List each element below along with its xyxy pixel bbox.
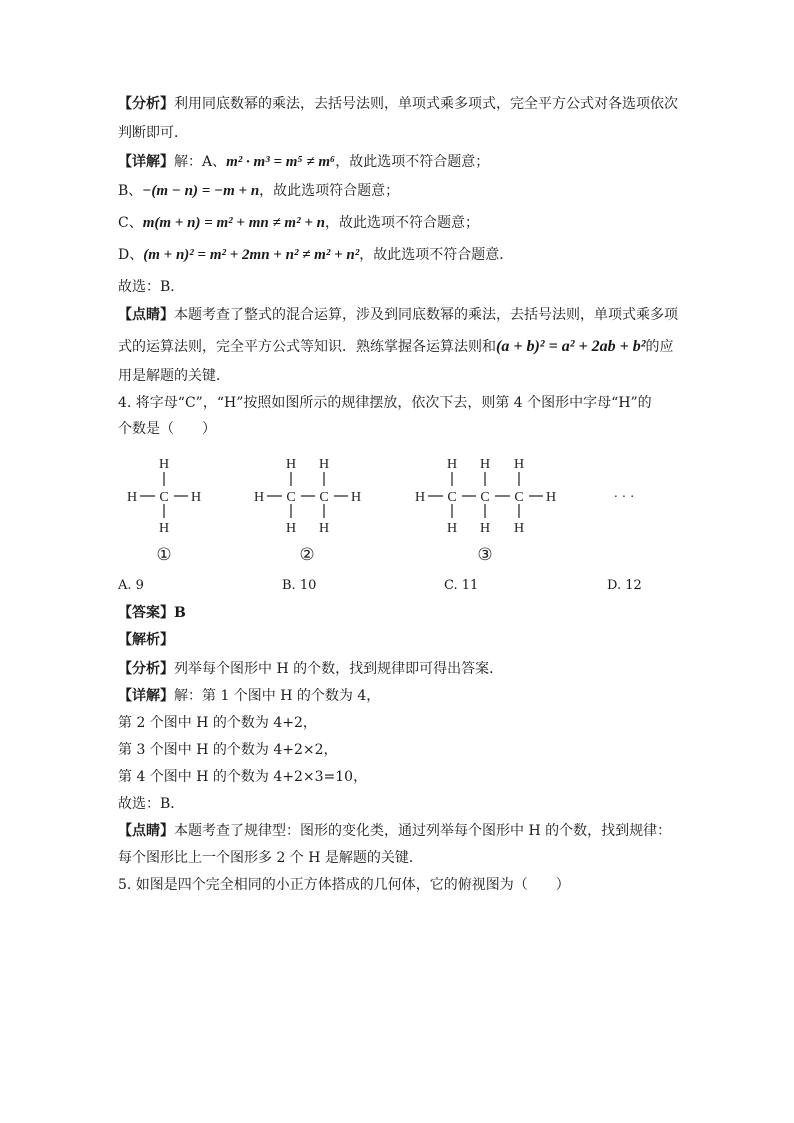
detail-tag: 【详解】 <box>118 154 174 170</box>
c-atom: C <box>514 490 524 505</box>
q4-comment-line-2: 每个图形比上一个图形多 2 个 H 是解题的关键． <box>118 850 423 866</box>
h-atom: H <box>545 490 557 505</box>
c-atom: C <box>319 490 329 505</box>
h-atom: H <box>350 490 362 505</box>
h-atom: H <box>513 521 525 536</box>
comment-text: 本题考查了规律型：图形的变化类，通过列举每个图形中 H 的个数，找到规律： <box>174 823 672 839</box>
figure-labels <box>156 545 492 565</box>
h-atom: H <box>318 457 330 472</box>
h-atom: H <box>446 457 458 472</box>
comment-text: 本题考查了整式的混合运算，涉及到同底数幂的乘法，去括号法则，单项式乘多项 <box>174 307 678 323</box>
detail-text: 解：第 1 个图中 H 的个数为 4， <box>174 688 381 704</box>
q4-detail-4: 第 4 个图中 H 的个数为 4+2×3=10， <box>118 769 368 785</box>
detail-c-prefix: C、 <box>118 215 143 231</box>
detail-c-suffix: ，故此选项不符合题意； <box>325 215 479 231</box>
q4-answer: 【答案】B <box>118 605 186 621</box>
detail-tag: 【详解】 <box>118 688 174 704</box>
q3-analysis-line-1 <box>118 95 678 113</box>
choice-a: A. 9 <box>118 578 144 593</box>
h-atom: H <box>513 457 525 472</box>
h-atom: H <box>190 490 202 505</box>
detail-a-formula: m² · m³ = m⁵ ≠ m⁶ <box>226 154 336 170</box>
q4-detail-3: 第 3 个图中 H 的个数为 4+2×2， <box>118 742 338 758</box>
hydrocarbon-figure <box>110 450 670 570</box>
detail-b-suffix: ，故此选项符合题意； <box>259 183 400 199</box>
detail-c-formula: m(m + n) = m² + mn ≠ m² + n <box>142 215 325 231</box>
q3-analysis-line-2: 判断即可． <box>118 125 188 141</box>
comment-tag: 【点睛】 <box>118 307 174 323</box>
q4-analysis <box>118 660 503 678</box>
atoms <box>127 457 635 536</box>
h-atom: H <box>414 490 426 505</box>
c-atom: C <box>286 490 296 505</box>
analysis-tag: 【分析】 <box>118 661 174 677</box>
q3-comment-line-1 <box>118 306 678 324</box>
q4-explain-tag: 【解析】 <box>118 632 174 648</box>
q3-detail-c <box>118 214 479 232</box>
q3-detail-a <box>118 153 489 171</box>
analysis-tag: 【分析】 <box>118 96 174 112</box>
q3-comment-line-3: 用是解题的关键． <box>118 368 230 384</box>
h-atom: H <box>285 457 297 472</box>
ellipsis: · · · <box>613 490 635 505</box>
h-atom: H <box>479 521 491 536</box>
h-atom: H <box>318 521 330 536</box>
q4-stem-line-2: 个数是（ ） <box>118 421 216 437</box>
q3-detail-d <box>118 246 513 264</box>
detail-a-prefix: 解：A、 <box>174 154 227 170</box>
comment-2-suffix: 的应 <box>645 339 674 355</box>
h-atom: H <box>126 490 138 505</box>
q3-choose: 故选：B． <box>118 279 185 295</box>
figure-label-2: ② <box>299 545 315 565</box>
q3-comment-line-2 <box>118 338 674 356</box>
detail-b-prefix: B、 <box>118 183 143 199</box>
c-atom: C <box>480 490 490 505</box>
q4-detail-2: 第 2 个图中 H 的个数为 4+2， <box>118 715 317 731</box>
choice-d: D. 12 <box>607 578 642 593</box>
h-atom: H <box>446 521 458 536</box>
c-atom: C <box>447 490 457 505</box>
detail-d-suffix: ，故此选项不符合题意． <box>359 247 514 263</box>
figure-label-3: ③ <box>477 545 493 565</box>
q4-choose: 故选：B． <box>118 796 185 812</box>
detail-d-prefix: D、 <box>118 247 144 263</box>
detail-b-formula: −(m − n) = −m + n <box>142 183 260 199</box>
q4-stem-line-1: 4. 将字母“C”，“H”按照如图所示的规律摆放，依次下去，则第 4 个图形中字母“H”的 <box>118 395 652 411</box>
h-atom: H <box>253 490 265 505</box>
q4-comment-line-1 <box>118 822 671 840</box>
comment-2-prefix: 式的运算法则，完全平方公式等知识．熟练掌握各运算法则和 <box>118 339 496 355</box>
q3-detail-b <box>118 182 399 200</box>
comment-formula: (a + b)² = a² + 2ab + b² <box>496 338 646 355</box>
h-atom: H <box>285 521 297 536</box>
h-atom: H <box>479 457 491 472</box>
detail-a-suffix: ，故此选项不符合题意； <box>335 154 490 170</box>
analysis-text: 利用同底数幂的乘法，去括号法则，单项式乘多项式，完全平方公式对各选项依次 <box>174 96 678 112</box>
detail-d-formula: (m + n)² = m² + 2mn + n² ≠ m² + n² <box>143 247 360 263</box>
choice-b: B. 10 <box>282 578 317 593</box>
figure-label-1: ① <box>156 545 172 565</box>
h-atom: H <box>158 457 170 472</box>
choice-c: C. 11 <box>444 578 479 593</box>
h-atom: H <box>158 521 170 536</box>
q5-stem: 5. 如图是四个完全相同的小正方体搭成的几何体，它的俯视图为（ ） <box>118 877 570 893</box>
analysis-text: 列举每个图形中 H 的个数，找到规律即可得出答案． <box>174 661 504 677</box>
c-atom: C <box>159 490 169 505</box>
comment-tag: 【点睛】 <box>118 823 174 839</box>
q4-detail-1 <box>118 687 380 705</box>
